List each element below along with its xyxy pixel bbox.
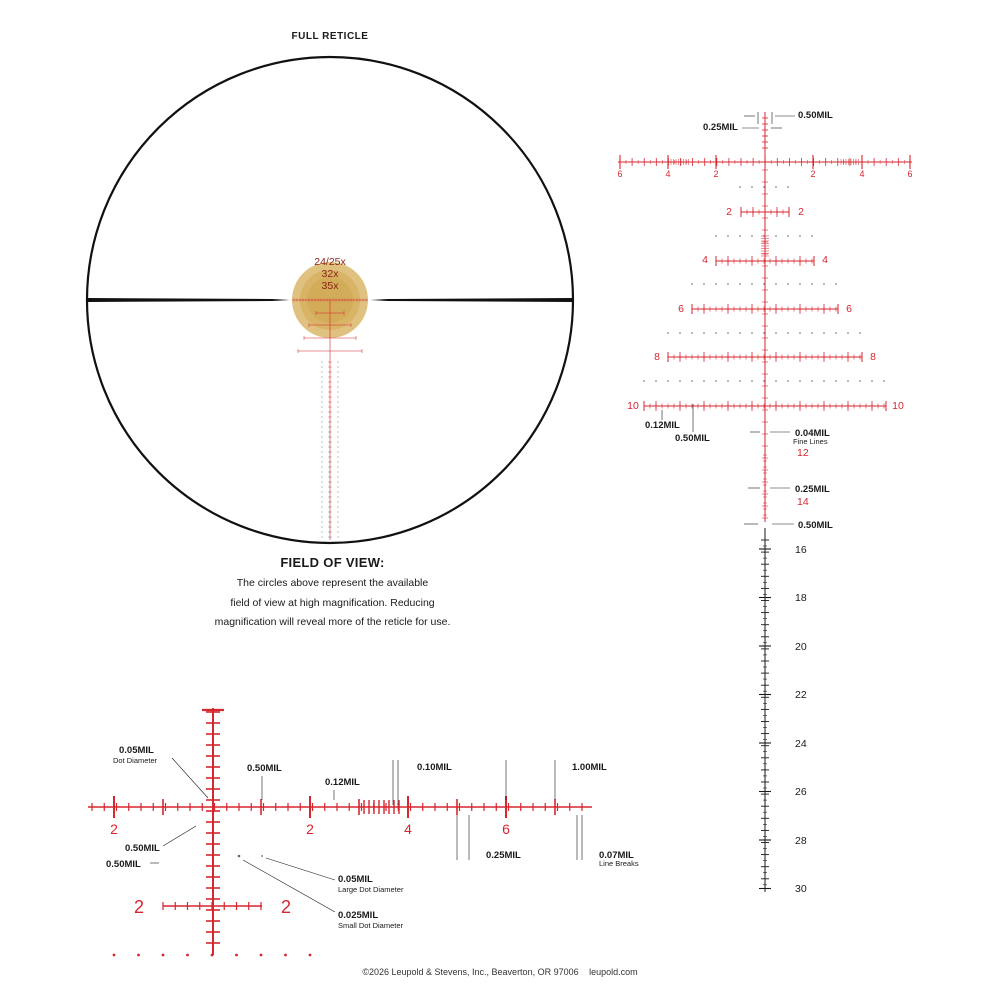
tree-dot xyxy=(763,332,765,334)
tree-dot xyxy=(322,442,323,443)
tree-dot xyxy=(775,235,777,237)
tree-dot xyxy=(338,427,339,428)
tree-dot xyxy=(751,235,753,237)
tree-dot xyxy=(338,402,339,403)
tree-dot xyxy=(727,332,729,334)
tree-dot xyxy=(883,380,885,382)
magnification-label-3: 35x xyxy=(321,280,339,292)
tree-number-left-4: 4 xyxy=(702,254,708,266)
tree-dot xyxy=(727,283,729,285)
tree-dot xyxy=(799,283,801,285)
tree-dot xyxy=(322,417,323,418)
tree-dot xyxy=(715,235,717,237)
magnification-label-1: 24/25x xyxy=(314,256,346,268)
footer xyxy=(0,967,1000,977)
h-number-right-2: 2 xyxy=(810,169,816,179)
fov-text-line-2: field of view at high magnification. Reducing xyxy=(230,596,435,609)
tree-dot xyxy=(835,332,837,334)
tree-dot xyxy=(338,432,339,433)
top-050mil-label: 0.50MIL xyxy=(798,110,833,121)
tree-dot xyxy=(823,380,825,382)
tree-dot xyxy=(847,380,849,382)
detail-025mil: 0.25MIL xyxy=(486,850,521,861)
tree-dot xyxy=(338,412,339,413)
tree-dot xyxy=(751,332,753,334)
tree-dot xyxy=(322,437,323,438)
line-breaks-caption: Line Breaks xyxy=(599,859,639,868)
tree-dot xyxy=(322,512,323,513)
tree-dot xyxy=(338,517,339,518)
tree-dot xyxy=(338,477,339,478)
tree-dot xyxy=(691,283,693,285)
detail-012mil: 0.12MIL xyxy=(325,777,360,788)
tree-dot xyxy=(338,397,339,398)
tree-dot xyxy=(763,283,765,285)
tree-dot xyxy=(338,417,339,418)
detail-010mil: 0.10MIL xyxy=(417,762,452,773)
tree-dot xyxy=(322,492,323,493)
tree-dot xyxy=(322,502,323,503)
tree-dot xyxy=(338,362,339,363)
detail-dot xyxy=(113,954,116,957)
tree-dot xyxy=(338,372,339,373)
tree-dot xyxy=(322,482,323,483)
tree-dot xyxy=(775,332,777,334)
tree-number-left-10: 10 xyxy=(627,400,639,412)
tree-dot xyxy=(322,392,323,393)
tree-dot xyxy=(739,332,741,334)
tree-dot xyxy=(763,186,765,188)
v-number-28: 28 xyxy=(795,835,807,847)
tree-dot xyxy=(322,427,323,428)
tree-dot xyxy=(322,447,323,448)
small-dot-value: 0.025MIL xyxy=(338,910,379,921)
small-dot xyxy=(261,855,263,857)
tree-dot xyxy=(338,472,339,473)
tree-dot xyxy=(338,442,339,443)
h-number-right-6: 6 xyxy=(907,169,913,179)
tree-dot xyxy=(338,512,339,513)
detail-number-6: 6 xyxy=(502,821,510,837)
tree-dot xyxy=(338,467,339,468)
callout-050mil-left: 0.50MIL xyxy=(675,433,710,444)
line-breaks-value: 0.07MIL xyxy=(599,850,634,861)
callout-004mil: 0.04MIL xyxy=(795,428,830,439)
tree-number-right-10: 10 xyxy=(892,400,904,412)
tree-dot xyxy=(787,235,789,237)
tree-dot xyxy=(811,283,813,285)
tree-dot xyxy=(338,392,339,393)
tree-dot xyxy=(787,332,789,334)
tree-dot xyxy=(835,380,837,382)
tree-dot xyxy=(703,283,705,285)
tree-dot xyxy=(322,452,323,453)
tree-dot xyxy=(763,380,765,382)
tree-dot xyxy=(739,235,741,237)
tree-dot xyxy=(322,457,323,458)
tree-dot xyxy=(655,380,657,382)
tree-dot xyxy=(338,422,339,423)
v-number-14: 14 xyxy=(797,496,809,508)
tree-dot xyxy=(739,283,741,285)
tree-number-right-4: 4 xyxy=(822,254,828,266)
small-dot-caption: Small Dot Diameter xyxy=(338,921,404,930)
tree-dot xyxy=(799,332,801,334)
tree-dot xyxy=(338,482,339,483)
tree-dot xyxy=(643,380,645,382)
tree-dot xyxy=(322,477,323,478)
tree-dot xyxy=(338,452,339,453)
tree-dot xyxy=(322,472,323,473)
tree-dot xyxy=(338,507,339,508)
tree-dot xyxy=(775,186,777,188)
tree-dot xyxy=(322,402,323,403)
tree-number-right-6: 6 xyxy=(846,303,852,315)
tree-dot xyxy=(739,186,741,188)
callout-fine-lines: Fine Lines xyxy=(793,437,828,446)
tree-dot xyxy=(739,380,741,382)
tree-dot xyxy=(322,412,323,413)
tree-dot xyxy=(322,487,323,488)
fov-text-line-1: The circles above represent the available xyxy=(236,577,429,589)
v-number-18: 18 xyxy=(795,592,807,604)
tree-dot xyxy=(787,283,789,285)
h-number-right-4: 4 xyxy=(859,169,865,179)
tree-dot xyxy=(322,522,323,523)
detail-dot xyxy=(186,954,189,957)
footer-site-link[interactable]: leupold.com xyxy=(589,967,638,977)
h-number-left-4: 4 xyxy=(665,169,671,179)
tree-dot xyxy=(338,407,339,408)
detail-dot xyxy=(211,954,214,957)
v-number-22: 22 xyxy=(795,689,807,701)
magnification-label-2: 32x xyxy=(321,268,339,280)
tree-number-right-8: 8 xyxy=(870,351,876,363)
h-number-left-6: 6 xyxy=(617,169,623,179)
tree-dot xyxy=(799,235,801,237)
tree-dot xyxy=(727,380,729,382)
tree-dot xyxy=(715,380,717,382)
v-number-12: 12 xyxy=(797,447,809,459)
tree-dot xyxy=(679,380,681,382)
tree-dot xyxy=(871,380,873,382)
tree-dot xyxy=(338,502,339,503)
detail-dot xyxy=(137,954,140,957)
crosshair-right-bar xyxy=(370,298,572,302)
detail-number-right-2: 2 xyxy=(306,821,314,837)
tree-dot xyxy=(322,362,323,363)
tree-number-right-2: 2 xyxy=(798,206,804,218)
detail-number-left-2: 2 xyxy=(110,821,118,837)
tree-dot xyxy=(751,283,753,285)
tree-dot xyxy=(338,527,339,528)
tree-number-left-8: 8 xyxy=(654,351,660,363)
footer-copyright: ©2026 Leupold & Stevens, Inc., Beaverton, OR 97006 xyxy=(362,967,579,977)
tree-dot xyxy=(799,380,801,382)
tree-dot xyxy=(859,380,861,382)
tree-dot xyxy=(751,380,753,382)
tree-dot xyxy=(338,457,339,458)
tree-dot xyxy=(338,497,339,498)
dot-diameter-value: 0.05MIL xyxy=(119,745,154,756)
v-number-26: 26 xyxy=(795,786,807,798)
tree-dot xyxy=(787,380,789,382)
tree-dot xyxy=(338,522,339,523)
tree-dot xyxy=(811,332,813,334)
detail-number-4: 4 xyxy=(404,821,412,837)
tree-dot xyxy=(703,380,705,382)
v-number-20: 20 xyxy=(795,641,807,653)
tree-dot xyxy=(835,283,837,285)
v-number-24: 24 xyxy=(795,738,807,750)
detail-lower-number-right-2: 2 xyxy=(280,897,292,917)
dot-diameter-caption: Dot Diameter xyxy=(113,756,158,765)
tree-dot xyxy=(322,422,323,423)
detail-050mil-top: 0.50MIL xyxy=(247,763,282,774)
tree-dot xyxy=(859,332,861,334)
tree-dot xyxy=(322,497,323,498)
tree-dot xyxy=(667,332,669,334)
tree-dot xyxy=(751,186,753,188)
large-dot-value: 0.05MIL xyxy=(338,874,373,885)
tree-dot xyxy=(811,380,813,382)
tree-dot xyxy=(338,367,339,368)
tree-dot xyxy=(338,447,339,448)
callout-025mil: 0.25MIL xyxy=(795,484,830,495)
tree-dot xyxy=(322,467,323,468)
tree-dot xyxy=(715,332,717,334)
detail-lower-number-left-2: 2 xyxy=(133,897,145,917)
detail-050mil-mid: 0.50MIL xyxy=(125,843,160,854)
leader-line xyxy=(172,758,208,798)
large-dot xyxy=(238,855,241,858)
detail-dot xyxy=(260,954,263,957)
v-number-16: 16 xyxy=(795,544,807,556)
tree-number-left-2: 2 xyxy=(726,206,732,218)
tree-dot xyxy=(338,387,339,388)
tree-dot xyxy=(338,377,339,378)
field-of-view-title: FIELD OF VIEW: xyxy=(280,555,385,570)
tree-dot xyxy=(727,235,729,237)
tree-dot xyxy=(775,283,777,285)
tree-dot xyxy=(691,332,693,334)
tree-dot xyxy=(322,382,323,383)
tree-dot xyxy=(775,380,777,382)
tree-number-left-6: 6 xyxy=(678,303,684,315)
leader-line xyxy=(266,858,335,880)
tree-dot xyxy=(322,462,323,463)
tree-dot xyxy=(322,517,323,518)
tree-dot xyxy=(338,532,339,533)
tree-dot xyxy=(322,387,323,388)
tree-dot xyxy=(338,382,339,383)
tree-dot xyxy=(715,283,717,285)
tree-dot xyxy=(703,332,705,334)
tree-dot xyxy=(787,186,789,188)
tree-dot xyxy=(338,492,339,493)
top-025mil-label: 0.25MIL xyxy=(703,122,738,133)
tree-dot xyxy=(322,537,323,538)
detail-dot xyxy=(284,954,287,957)
tree-dot xyxy=(322,527,323,528)
leader-line xyxy=(163,826,196,846)
detail-100mil: 1.00MIL xyxy=(572,762,607,773)
tree-dot xyxy=(322,432,323,433)
tree-dot xyxy=(679,332,681,334)
tree-dot xyxy=(823,283,825,285)
tree-dot xyxy=(811,235,813,237)
tree-dot xyxy=(691,380,693,382)
detail-dot xyxy=(309,954,312,957)
field-of-view-description xyxy=(185,574,480,633)
crosshair-left-bar xyxy=(88,298,290,302)
tree-dot xyxy=(338,487,339,488)
callout-012mil: 0.12MIL xyxy=(645,420,680,431)
large-dot-caption: Large Dot Diameter xyxy=(338,885,404,894)
tree-dot xyxy=(322,377,323,378)
tree-dot xyxy=(322,407,323,408)
v-number-30: 30 xyxy=(795,883,807,895)
tree-dot xyxy=(667,380,669,382)
tree-dot xyxy=(322,507,323,508)
h-number-left-2: 2 xyxy=(713,169,719,179)
tree-dot xyxy=(322,397,323,398)
callout-050mil-low: 0.50MIL xyxy=(798,520,833,531)
tree-dot xyxy=(322,367,323,368)
tree-dot xyxy=(823,332,825,334)
detail-050mil-low: 0.50MIL xyxy=(106,859,141,870)
fov-text-line-3: magnification will reveal more of the reticle for use. xyxy=(214,616,451,628)
detail-dot xyxy=(235,954,238,957)
tree-dot xyxy=(847,332,849,334)
tree-dot xyxy=(322,532,323,533)
tree-dot xyxy=(338,462,339,463)
full-reticle-title: FULL RETICLE xyxy=(291,31,369,42)
tree-dot xyxy=(322,372,323,373)
tree-dot xyxy=(338,537,339,538)
detail-dot xyxy=(162,954,165,957)
tree-dot xyxy=(338,437,339,438)
